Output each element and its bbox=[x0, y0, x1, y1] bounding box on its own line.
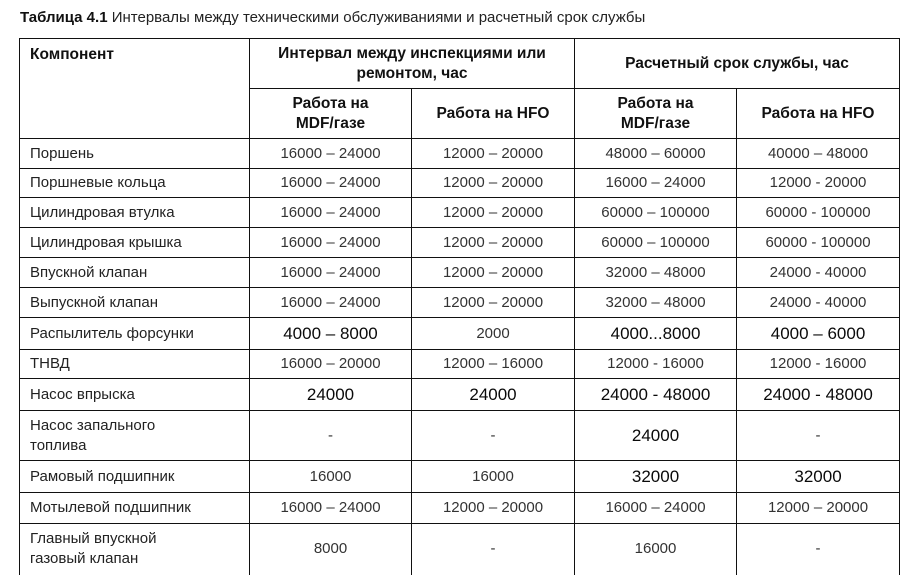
interval-hfo-cell: 12000 – 20000 bbox=[412, 258, 575, 288]
interval-mdf-cell: 16000 bbox=[250, 461, 412, 493]
lifetime-mdf-cell: 16000 – 24000 bbox=[575, 169, 737, 198]
table-row bbox=[20, 318, 900, 350]
interval-mdf-cell: 8000 bbox=[250, 524, 412, 575]
lifetime-hfo-cell: 4000 – 6000 bbox=[737, 318, 900, 350]
interval-mdf-cell: 16000 – 24000 bbox=[250, 139, 412, 169]
table-row bbox=[20, 258, 900, 288]
lifetime-hfo-cell: 40000 – 48000 bbox=[737, 139, 900, 169]
header-lifetime-hfo: Работа на HFO bbox=[737, 89, 900, 139]
interval-hfo-cell: - bbox=[412, 524, 575, 575]
lifetime-mdf-cell: 60000 – 100000 bbox=[575, 198, 737, 228]
component-name: Мотылевой подшипник bbox=[20, 493, 250, 524]
interval-mdf-cell: - bbox=[250, 411, 412, 461]
lifetime-hfo-cell: - bbox=[737, 524, 900, 575]
table-row bbox=[20, 379, 900, 411]
table-row bbox=[20, 139, 900, 169]
table-row bbox=[20, 288, 900, 318]
lifetime-mdf-cell: 24000 - 48000 bbox=[575, 379, 737, 411]
lifetime-hfo-cell: 12000 – 20000 bbox=[737, 493, 900, 524]
caption-text: Интервалы между техническими обслуживаниями и расчетный срок службы bbox=[107, 9, 646, 26]
lifetime-mdf-cell: 32000 – 48000 bbox=[575, 258, 737, 288]
caption-label: Таблица 4.1 bbox=[20, 9, 108, 26]
table-row bbox=[20, 169, 900, 198]
component-name: Поршневые кольца bbox=[20, 169, 250, 198]
component-name: Насос запального топлива bbox=[20, 411, 250, 461]
table-row bbox=[20, 228, 900, 258]
interval-mdf-cell: 16000 – 24000 bbox=[250, 228, 412, 258]
interval-hfo-cell: 12000 – 20000 bbox=[412, 228, 575, 258]
component-name: Цилиндровая крышка bbox=[20, 228, 250, 258]
component-name: Выпускной клапан bbox=[20, 288, 250, 318]
header-interval-mdf: Работа на MDF/газе bbox=[250, 89, 412, 139]
lifetime-mdf-cell: 48000 – 60000 bbox=[575, 139, 737, 169]
lifetime-hfo-cell: - bbox=[737, 411, 900, 461]
interval-mdf-cell: 16000 – 24000 bbox=[250, 288, 412, 318]
lifetime-mdf-cell: 16000 – 24000 bbox=[575, 493, 737, 524]
lifetime-hfo-cell: 24000 - 40000 bbox=[737, 288, 900, 318]
table-body bbox=[20, 139, 900, 575]
interval-hfo-cell: 12000 – 20000 bbox=[412, 169, 575, 198]
lifetime-hfo-cell: 24000 - 40000 bbox=[737, 258, 900, 288]
lifetime-hfo-cell: 32000 bbox=[737, 461, 900, 493]
lifetime-mdf-cell: 16000 bbox=[575, 524, 737, 575]
lifetime-mdf-cell: 32000 – 48000 bbox=[575, 288, 737, 318]
service-intervals-table bbox=[19, 38, 900, 575]
header-interval-hfo: Работа на HFO bbox=[412, 89, 575, 139]
interval-mdf-cell: 16000 – 24000 bbox=[250, 258, 412, 288]
header-lifetime-mdf: Работа на MDF/газе bbox=[575, 89, 737, 139]
interval-mdf-cell: 16000 – 24000 bbox=[250, 493, 412, 524]
header-group-lifetime: Расчетный срок службы, час bbox=[575, 39, 900, 89]
interval-hfo-cell: 24000 bbox=[412, 379, 575, 411]
component-name: Поршень bbox=[20, 139, 250, 169]
header-group-interval: Интервал между инспекциями или ремонтом, час bbox=[250, 39, 575, 89]
interval-mdf-cell: 16000 – 24000 bbox=[250, 169, 412, 198]
component-name: ТНВД bbox=[20, 350, 250, 379]
table-row bbox=[20, 198, 900, 228]
component-name: Впускной клапан bbox=[20, 258, 250, 288]
lifetime-mdf-cell: 24000 bbox=[575, 411, 737, 461]
lifetime-hfo-cell: 60000 - 100000 bbox=[737, 198, 900, 228]
interval-hfo-cell: 2000 bbox=[412, 318, 575, 350]
component-name: Насос впрыска bbox=[20, 379, 250, 411]
component-name: Главный впускной газовый клапан bbox=[20, 524, 250, 575]
lifetime-hfo-cell: 12000 - 16000 bbox=[737, 350, 900, 379]
component-name: Распылитель форсунки bbox=[20, 318, 250, 350]
interval-hfo-cell: 12000 – 20000 bbox=[412, 198, 575, 228]
lifetime-mdf-cell: 60000 – 100000 bbox=[575, 228, 737, 258]
interval-mdf-cell: 16000 – 24000 bbox=[250, 198, 412, 228]
lifetime-hfo-cell: 60000 - 100000 bbox=[737, 228, 900, 258]
table-row bbox=[20, 411, 900, 461]
header-component: Компонент bbox=[20, 39, 250, 139]
lifetime-mdf-cell: 32000 bbox=[575, 461, 737, 493]
interval-mdf-cell: 24000 bbox=[250, 379, 412, 411]
interval-hfo-cell: 16000 bbox=[412, 461, 575, 493]
lifetime-hfo-cell: 12000 - 20000 bbox=[737, 169, 900, 198]
interval-hfo-cell: 12000 – 20000 bbox=[412, 493, 575, 524]
interval-mdf-cell: 4000 – 8000 bbox=[250, 318, 412, 350]
lifetime-mdf-cell: 4000...8000 bbox=[575, 318, 737, 350]
interval-hfo-cell: 12000 – 16000 bbox=[412, 350, 575, 379]
component-name: Рамовый подшипник bbox=[20, 461, 250, 493]
table-caption bbox=[20, 9, 645, 26]
interval-hfo-cell: 12000 – 20000 bbox=[412, 139, 575, 169]
table-row bbox=[20, 493, 900, 524]
table-row bbox=[20, 350, 900, 379]
component-name: Цилиндровая втулка bbox=[20, 198, 250, 228]
interval-hfo-cell: - bbox=[412, 411, 575, 461]
table-row bbox=[20, 524, 900, 575]
interval-mdf-cell: 16000 – 20000 bbox=[250, 350, 412, 379]
lifetime-mdf-cell: 12000 - 16000 bbox=[575, 350, 737, 379]
interval-hfo-cell: 12000 – 20000 bbox=[412, 288, 575, 318]
lifetime-hfo-cell: 24000 - 48000 bbox=[737, 379, 900, 411]
table-row bbox=[20, 461, 900, 493]
